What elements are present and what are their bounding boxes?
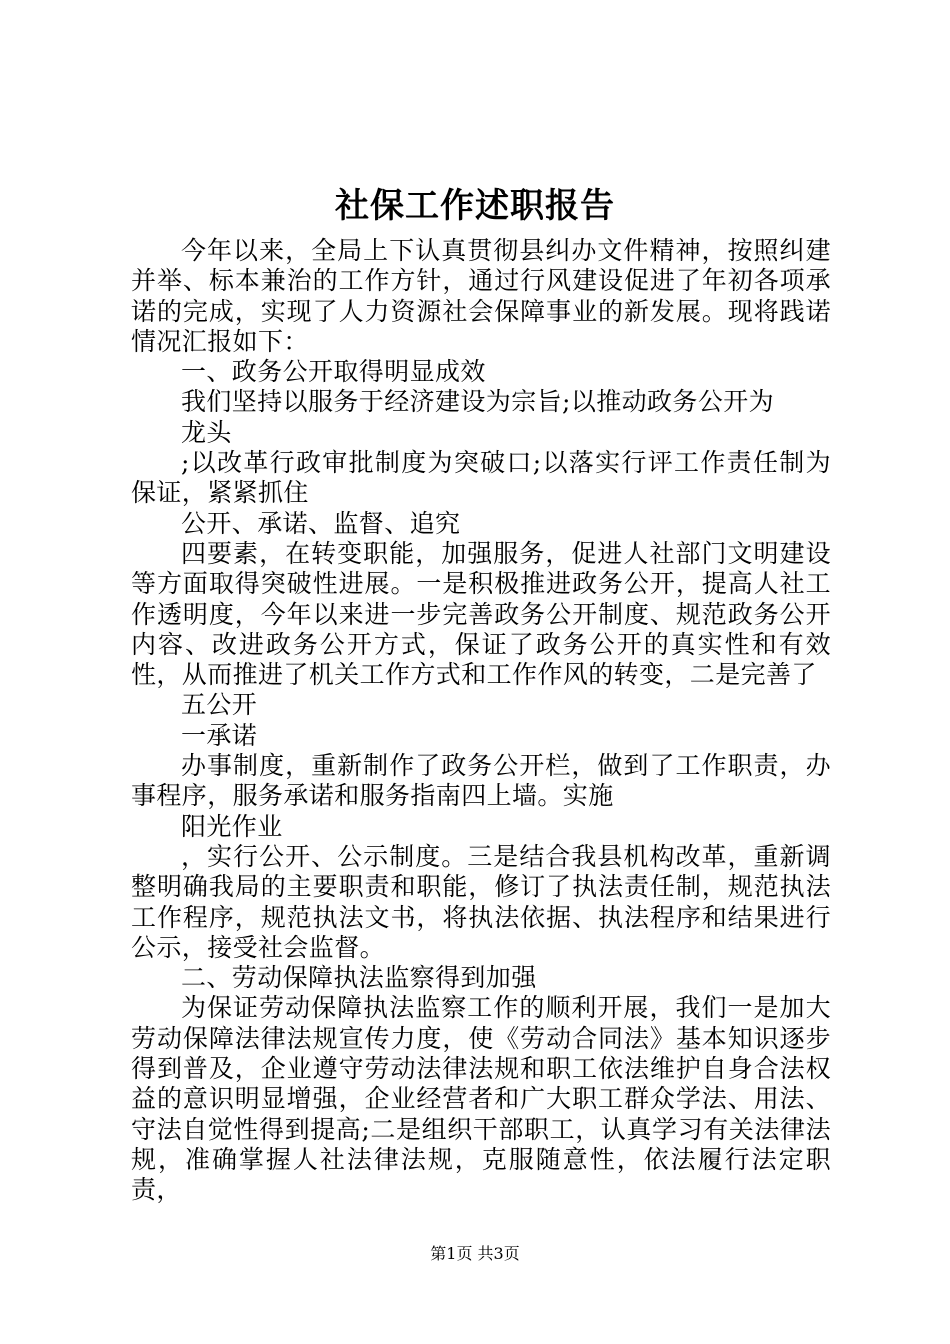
paragraph: 办事制度，重新制作了政务公开栏，做到了工作职责，办事程序，服务承诺和服务指南四上墙。实施 xyxy=(131,751,831,811)
paragraph-intro: 今年以来，全局上下认真贯彻县纠办文件精神，按照纠建并举、标本兼治的工作方针，通过行风建设促进了年初各项承诺的完成，实现了人力资源社会保障事业的新发展。现将践诺情况汇报如下： xyxy=(131,236,831,356)
paragraph: ，实行公开、公示制度。三是结合我县机构改革，重新调整明确我局的主要职责和职能，修订了执法责任制，规范执法工作程序，规范执法文书，将执法依据、执法程序和结果进行公示，接受社会监督。 xyxy=(131,841,831,962)
paragraph: 我们坚持以服务于经济建设为宗旨;以推动政务公开为 xyxy=(181,387,775,417)
paragraph: ;以改革行政审批制度为突破口;以落实行评工作责任制为保证，紧紧抓住 xyxy=(131,448,831,508)
paragraph: 阳光作业 xyxy=(181,811,283,841)
page-indicator: 第1页 共3页 xyxy=(430,1244,520,1263)
paragraph: 四要素，在转变职能，加强服务，促进人社部门文明建设等方面取得突破性进展。一是积极推进政务公开，提高人社工作透明度，今年以来进一步完善政务公开制度、规范政务公开内容、改进政务公开方式，保证了政务公开的真实性和有效性，从而推进了机关工作方式和工作作风的转变，二是完善了 xyxy=(131,538,831,690)
paragraph: 公开、承诺、监督、追究 xyxy=(181,508,461,538)
paragraph: 五公开 xyxy=(181,690,258,720)
document-body xyxy=(131,236,831,1206)
paragraph: 龙头 xyxy=(181,417,232,447)
paragraph: 一承诺 xyxy=(181,720,258,750)
heading-section-1: 一、政务公开取得明显成效 xyxy=(181,357,486,387)
paragraph: 为保证劳动保障执法监察工作的顺利开展，我们一是加大劳动保障法律法规宣传力度，使《劳动合同法》基本知识逐步得到普及，企业遵守劳动法律法规和职工依法维护自身合法权益的意识明显增强，企业经营者和广大职工群众学法、用法、守法自觉性得到提高;二是组织干部职工，认真学习有关法律法规，准确掌握人社法律法规，克服随意性，依法履行法定职责， xyxy=(131,993,831,1205)
document-title: 社保工作述职报告 xyxy=(335,186,615,226)
heading-section-2: 二、劳动保障执法监察得到加强 xyxy=(181,963,537,993)
